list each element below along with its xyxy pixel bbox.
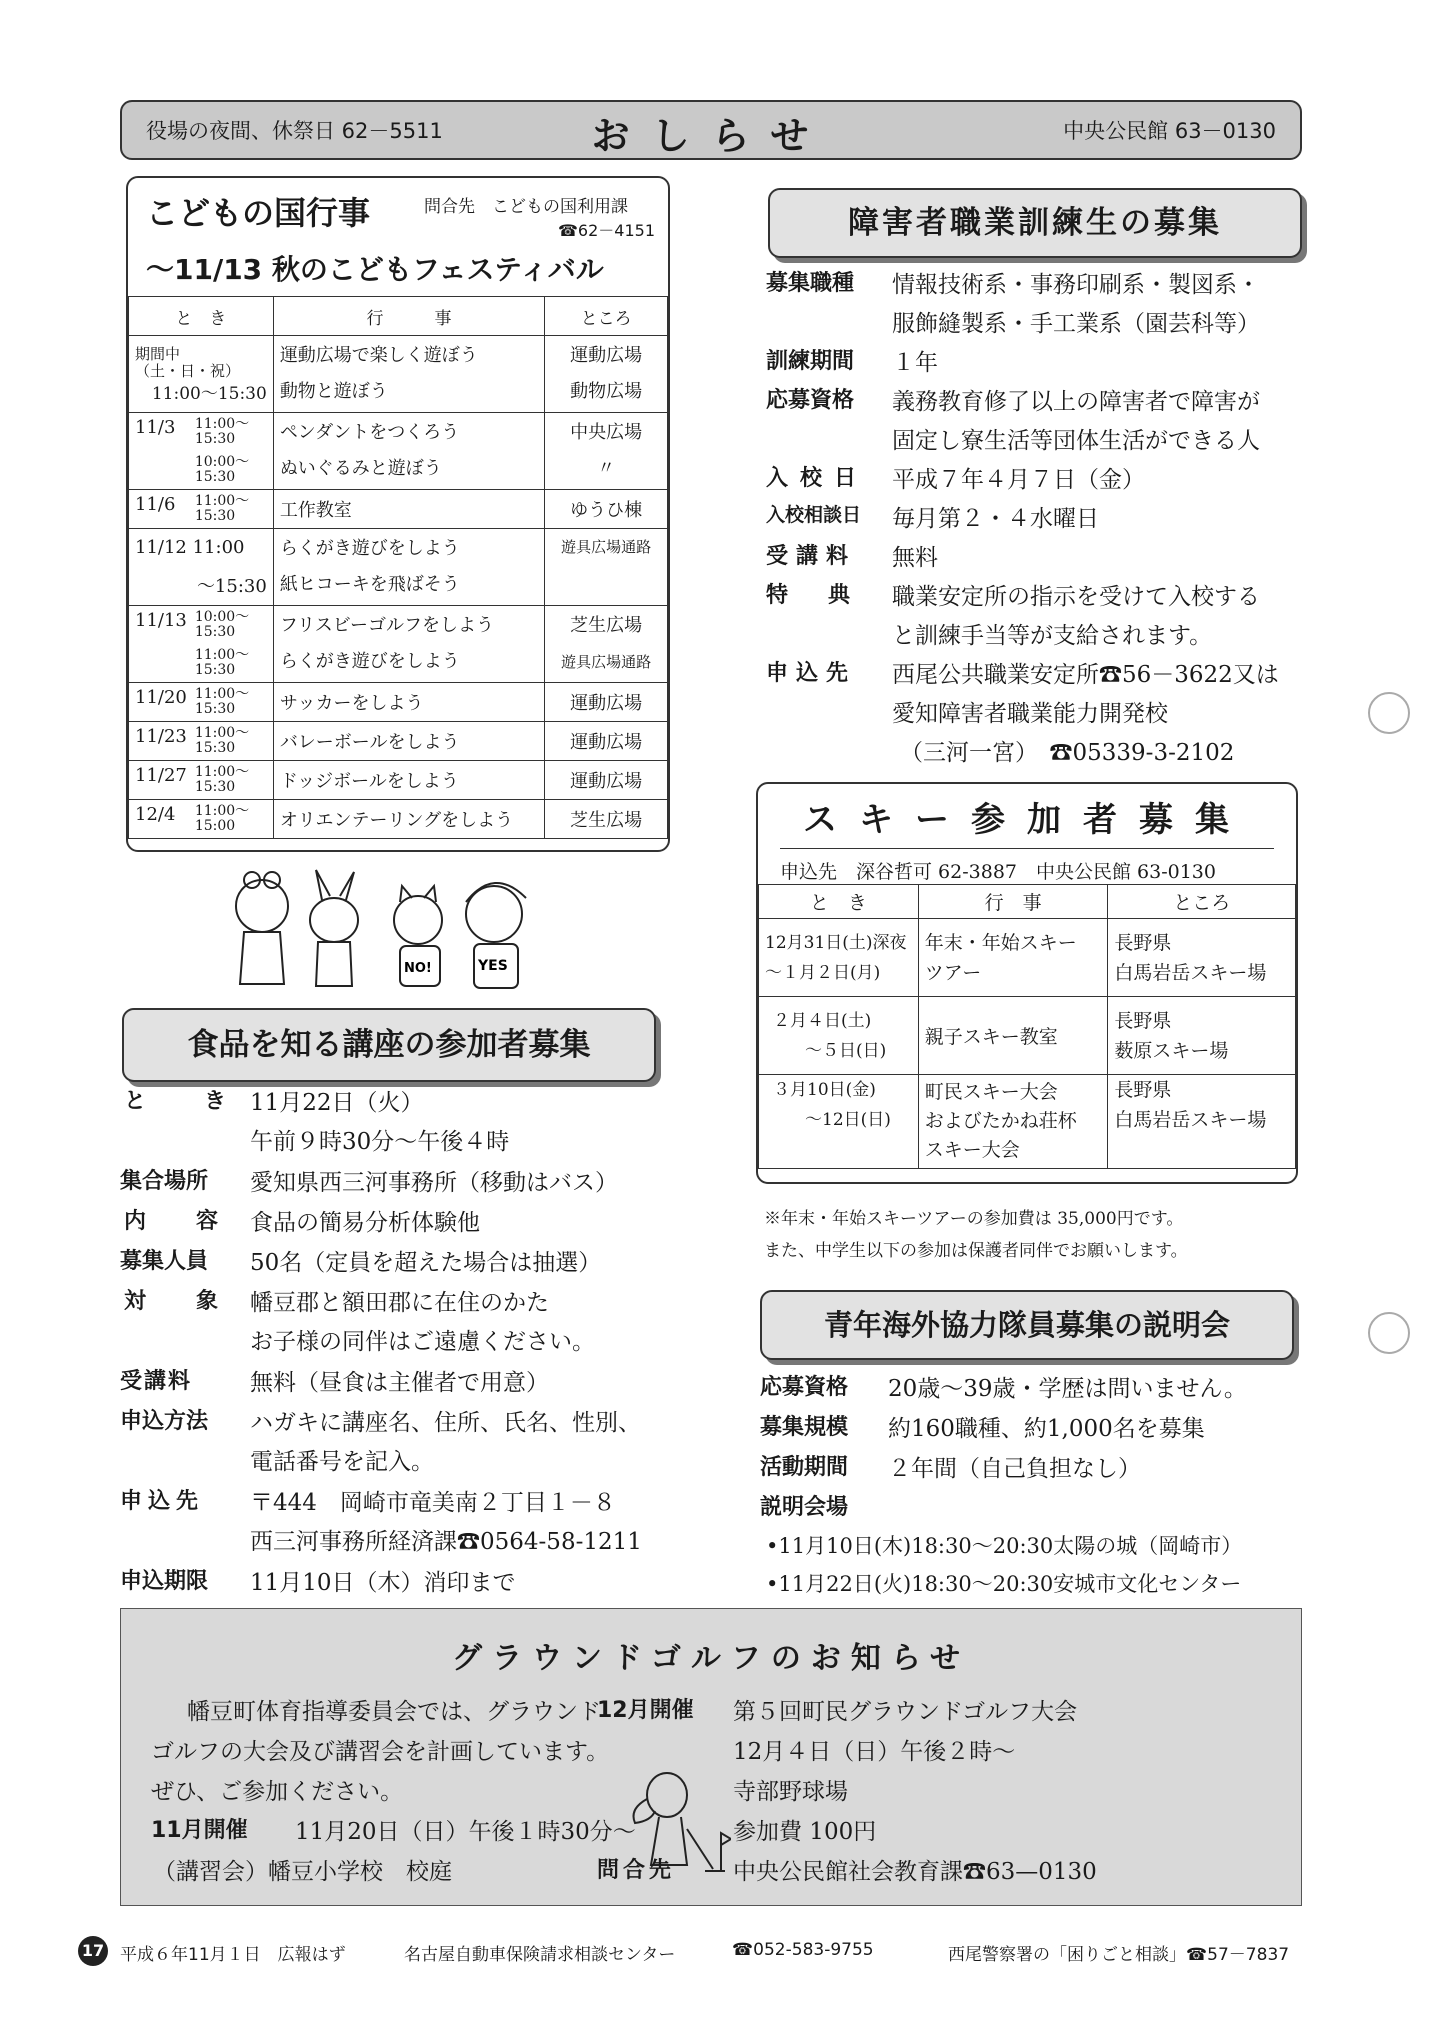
ground-nov-2: （講習会）幡豆小学校 校庭 [153, 1859, 452, 1885]
ski-event: 親子スキー教室 [918, 997, 1108, 1075]
date: 11/6 [135, 494, 176, 515]
mascot-illustration [222, 866, 552, 1006]
ground-contact-label: 問合先 [597, 1858, 676, 1883]
date: 12/4 [135, 804, 176, 825]
shokuhin-title: 食品を知る講座の参加者募集 [187, 1027, 591, 1063]
place: 運動広場 [545, 683, 668, 722]
table-row [129, 413, 668, 490]
ground-intro-3: ぜひ、ご参加ください。 [151, 1779, 404, 1805]
ski-event: ツアー [924, 961, 982, 984]
mascot-boy-head [466, 886, 522, 942]
date: 11/20 [135, 687, 187, 708]
seinen-label-period: 活動期間 [760, 1455, 849, 1480]
seinen-title: 青年海外協力隊員募集の説明会 [823, 1308, 1230, 1342]
shokuhin-apply-2: 西三河事務所経済課☎0564-58-1211 [250, 1529, 642, 1555]
shogai-qual-1: 義務教育修了以上の障害者で障害が [892, 389, 1260, 415]
shogai-benefit-1: 職業安定所の指示を受けて入校する [892, 584, 1260, 610]
shokuhin-label-method: 申込方法 [120, 1409, 209, 1434]
table-row [129, 606, 668, 683]
event: ドッジボールをしよう [273, 761, 544, 800]
ski-note-1: ※年末・年始スキーツアーの参加費は 35,000円です。 [764, 1209, 1184, 1229]
ski-when: ～１月２日(月) [765, 962, 881, 983]
when-top: 期間中 [135, 344, 181, 363]
event: バレーボールをしよう [273, 722, 544, 761]
ground-dec-4: 参加費 100円 [733, 1819, 877, 1845]
shokuhin-deadline: 11月10日（木）消印まで [250, 1570, 516, 1596]
when-time: 11:00～15:30 [151, 383, 267, 404]
table-row [129, 529, 668, 606]
mascot-rabbit-head [310, 898, 358, 942]
table-row [759, 1075, 1296, 1169]
shokuhin-label-fee: 受講料 [120, 1369, 193, 1394]
shogai-apply-1: 西尾公共職業安定所☎56－3622又は [892, 662, 1279, 688]
footer-middle-tel: ☎052-583-9755 [732, 1940, 874, 1960]
ski-when: ２月４日(土) [773, 1010, 872, 1031]
event: らくがき遊びをしよう [279, 651, 460, 672]
time: 11:00 [192, 536, 245, 558]
shogai-label-consult: 入校相談日 [766, 504, 862, 526]
shogai-label-qual: 応募資格 [766, 388, 855, 413]
table-row [129, 490, 668, 529]
place: 芝生広場 [570, 615, 643, 636]
col-header-when: と き [129, 297, 274, 336]
table-row [129, 800, 668, 839]
shogai-job-2: 服飾縫製系・手工業系（園芸科等） [892, 311, 1260, 337]
event: フリスビーゴルフをしよう [279, 615, 495, 636]
seinen-period: ２年間（自己負担なし） [888, 1456, 1141, 1482]
date: 11/23 [135, 726, 187, 747]
kodomo-title: こどもの国行事 [146, 194, 371, 232]
date: 11/12 [135, 536, 187, 558]
event: サッカーをしよう [273, 683, 544, 722]
time: 11:00～15:30 [194, 493, 250, 524]
place: ゆうひ棟 [545, 490, 668, 529]
ski-place: 白馬岩岳スキー場 [1114, 961, 1267, 984]
ski-when: ３月10日(金) [773, 1080, 876, 1100]
time: ～15:30 [196, 575, 267, 597]
table-row [129, 761, 668, 800]
time: 11:00～15:30 [194, 725, 250, 756]
footer-right: 西尾警察署の「困りごと相談」☎57－7837 [948, 1945, 1290, 1965]
time: 11:00～15:30 [194, 416, 250, 447]
seinen-scale: 約160職種、約1,000名を募集 [888, 1416, 1205, 1442]
shokuhin-method-2: 電話番号を記入。 [250, 1449, 434, 1475]
shogai-label-apply: 申込先 [766, 661, 857, 686]
shokuhin-label-place: 集合場所 [120, 1169, 209, 1194]
date: 11/3 [135, 417, 176, 438]
ski-place: 薮原スキー場 [1114, 1039, 1229, 1062]
shokuhin-when-time: 午前９時30分～午後４時 [250, 1129, 510, 1155]
event: 紙ヒコーキを飛ばそう [279, 574, 460, 595]
ground-dec-3: 寺部野球場 [733, 1779, 848, 1805]
seinen-venue-1: •11月10日(木)18:30～20:30太陽の城（岡崎市） [766, 1534, 1243, 1558]
place: 運動広場 [570, 345, 643, 366]
time: 11:00～15:30 [194, 647, 250, 678]
shokuhin-label-capacity: 募集人員 [120, 1249, 209, 1274]
ground-nov-label: 11月開催 [151, 1818, 248, 1843]
ski-title: スキー参加者募集 [803, 800, 1251, 840]
shokuhin-label-apply: 申込先 [120, 1489, 205, 1514]
ski-place: 長野県 [1114, 1079, 1172, 1101]
shokuhin-target-1: 幡豆郡と額田郡に在住のかた [250, 1290, 549, 1316]
ski-when: ～５日(日) [805, 1040, 887, 1061]
place: 動物広場 [570, 381, 643, 402]
ground-contact: 中央公民館社会教育課☎63—0130 [733, 1859, 1097, 1885]
time: 10:00～15:30 [194, 454, 250, 485]
kodomo-table [128, 296, 668, 839]
table-row [759, 997, 1296, 1075]
ski-place: 長野県 [1114, 1009, 1172, 1032]
seinen-label-venue: 説明会場 [760, 1495, 849, 1520]
event: 動物と遊ぼう [279, 381, 388, 402]
place: 運動広場 [545, 722, 668, 761]
ground-intro-2: ゴルフの大会及び講習会を計画しています。 [151, 1739, 610, 1765]
shogai-title-box [768, 188, 1302, 258]
shokuhin-label-when: と き [124, 1089, 245, 1114]
shogai-label-fee: 受講料 [766, 544, 857, 569]
sign-yes: YES [478, 958, 508, 974]
ski-note-2: また、中学生以下の参加は保護者同伴でお願いします。 [764, 1241, 1188, 1261]
ski-event: 年末・年始スキー [924, 931, 1077, 954]
place: 芝生広場 [545, 800, 668, 839]
shokuhin-capacity: 50名（定員を超えた場合は抽選） [250, 1250, 602, 1276]
seinen-qual: 20歳～39歳・学歴は問いません。 [888, 1376, 1247, 1402]
ski-col-event: 行 事 [918, 885, 1108, 919]
shogai-period: １年 [892, 350, 938, 376]
seinen-label-qual: 応募資格 [760, 1375, 849, 1400]
ski-place: 白馬岩岳スキー場 [1114, 1109, 1267, 1131]
col-header-place: ところ [545, 297, 668, 336]
festival-title: ～11/13 秋のこどもフェスティバル [146, 253, 604, 286]
col-header-event: 行 事 [273, 297, 544, 336]
ground-golf-section [120, 1608, 1302, 1906]
header-title: おしらせ [591, 113, 831, 158]
shokuhin-place: 愛知県西三河事務所（移動はバス） [250, 1170, 618, 1196]
binder-hole-top [1368, 692, 1410, 734]
shogai-consult: 毎月第２・４水曜日 [892, 506, 1099, 532]
ski-contact: 申込先 深谷哲可 62-3887 中央公民館 63-0130 [780, 848, 1274, 884]
shokuhin-fee: 無料（昼食は主催者で用意） [250, 1370, 549, 1396]
shogai-title: 障害者職業訓練生の募集 [848, 205, 1222, 241]
shogai-apply-2: 愛知障害者職業能力開発校 [892, 701, 1168, 727]
footer-date: 平成６年11月１日 広報はず [120, 1945, 346, 1965]
ground-title: グラウンドゴルフのお知らせ [452, 1641, 970, 1676]
event: 工作教室 [273, 490, 544, 529]
ski-event: スキー大会 [924, 1139, 1020, 1161]
place: 中央広場 [570, 422, 643, 443]
mascot-girl-head [236, 880, 288, 932]
shogai-qual-2: 固定し寮生活等団体生活ができる人 [892, 428, 1260, 454]
table-row [129, 683, 668, 722]
seinen-label-scale: 募集規模 [760, 1415, 849, 1440]
shokuhin-label-target: 対 象 [124, 1289, 233, 1314]
event: ペンダントをつくろう [279, 422, 460, 443]
ground-intro-1: 幡豆町体育指導委員会では、グラウンド [187, 1699, 601, 1725]
table-row [759, 919, 1296, 997]
place: 運動広場 [545, 761, 668, 800]
shogai-job-1: 情報技術系・事務印刷系・製図系・ [892, 272, 1260, 298]
shogai-label-benefit: 特典 [766, 583, 891, 608]
ground-dec-2: 12月４日（日）午後２時～ [733, 1739, 1016, 1765]
shokuhin-method-1: ハガキに講座名、住所、氏名、性別、 [250, 1410, 641, 1436]
event: オリエンテーリングをしよう [273, 800, 544, 839]
ground-dec-1: 第５回町民グラウンドゴルフ大会 [733, 1699, 1078, 1725]
shogai-label-period: 訓練期間 [766, 349, 855, 374]
sign-no: NO! [404, 961, 432, 976]
ski-event: 町民スキー大会 [924, 1081, 1058, 1103]
header-band [120, 100, 1302, 160]
event: らくがき遊びをしよう [279, 538, 460, 559]
place: 遊具広場通路 [561, 653, 652, 671]
time: 11:00～15:30 [194, 764, 250, 795]
place: 遊具広場通路 [561, 538, 652, 556]
event: ぬいぐるみと遊ぼう [279, 458, 442, 479]
event: 運動広場で楽しく遊ぼう [279, 345, 478, 366]
shokuhin-label-content: 内 容 [124, 1209, 233, 1234]
ski-when: ～12日(日) [805, 1110, 891, 1130]
time: 11:00～15:00 [194, 803, 250, 834]
time: 10:00～15:30 [194, 609, 250, 640]
mascot-cat-head [394, 896, 442, 944]
ground-dec-label: 12月開催 [597, 1698, 694, 1723]
seinen-title-box [760, 1290, 1294, 1360]
page-number [78, 1936, 108, 1966]
shokuhin-apply-1: 〒444 岡崎市竜美南２丁目１－８ [250, 1490, 616, 1516]
ski-event: およびたかね荘杯 [924, 1110, 1077, 1132]
shokuhin-content: 食品の簡易分析体験他 [250, 1210, 480, 1236]
page-number-text: 17 [81, 1941, 105, 1960]
kodomo-tel: ☎62－4151 [558, 221, 656, 240]
shogai-label-job: 募集職種 [766, 271, 855, 296]
date: 11/13 [135, 610, 187, 631]
kodomo-section [126, 176, 670, 852]
when-mid: （土・日・祝） [135, 361, 241, 380]
shokuhin-title-box [122, 1008, 656, 1082]
table-row [129, 722, 668, 761]
date: 11/27 [135, 765, 187, 786]
header-left: 役場の夜間、休祭日 62－5511 [146, 119, 443, 143]
footer-middle: 名古屋自動車保険請求相談センター [404, 1945, 676, 1965]
shokuhin-when-date: 11月22日（火） [250, 1090, 424, 1116]
kodomo-contact: 問合先 こどもの国利用課 [424, 197, 628, 217]
place: 〃 [597, 458, 616, 479]
ski-col-when: と き [759, 885, 919, 919]
shogai-label-entry: 入校日 [766, 466, 869, 491]
ski-col-place: ところ [1108, 885, 1296, 919]
shogai-apply-3: （三河一宮） ☎05339-3-2102 [900, 740, 1235, 766]
shogai-entry: 平成７年４月７日（金） [892, 467, 1145, 493]
shogai-benefit-2: と訓練手当等が支給されます。 [892, 623, 1213, 649]
shokuhin-target-2: お子様の同伴はご遠慮ください。 [250, 1329, 595, 1355]
ski-place: 長野県 [1114, 931, 1172, 954]
binder-hole-bottom [1368, 1312, 1410, 1354]
ground-nov-1: 11月20日（日）午後１時30分～ [295, 1819, 636, 1845]
table-row [129, 336, 668, 413]
ski-section [756, 782, 1298, 1184]
time: 11:00～15:30 [194, 686, 250, 717]
shokuhin-label-deadline: 申込期限 [120, 1569, 209, 1594]
ski-when: 12月31日(土)深夜 [765, 932, 907, 953]
shogai-fee: 無料 [892, 545, 938, 571]
header-right: 中央公民館 63－0130 [1063, 119, 1276, 143]
ski-table [758, 884, 1296, 1169]
seinen-venue-2: •11月22日(火)18:30～20:30安城市文化センター [766, 1572, 1242, 1596]
